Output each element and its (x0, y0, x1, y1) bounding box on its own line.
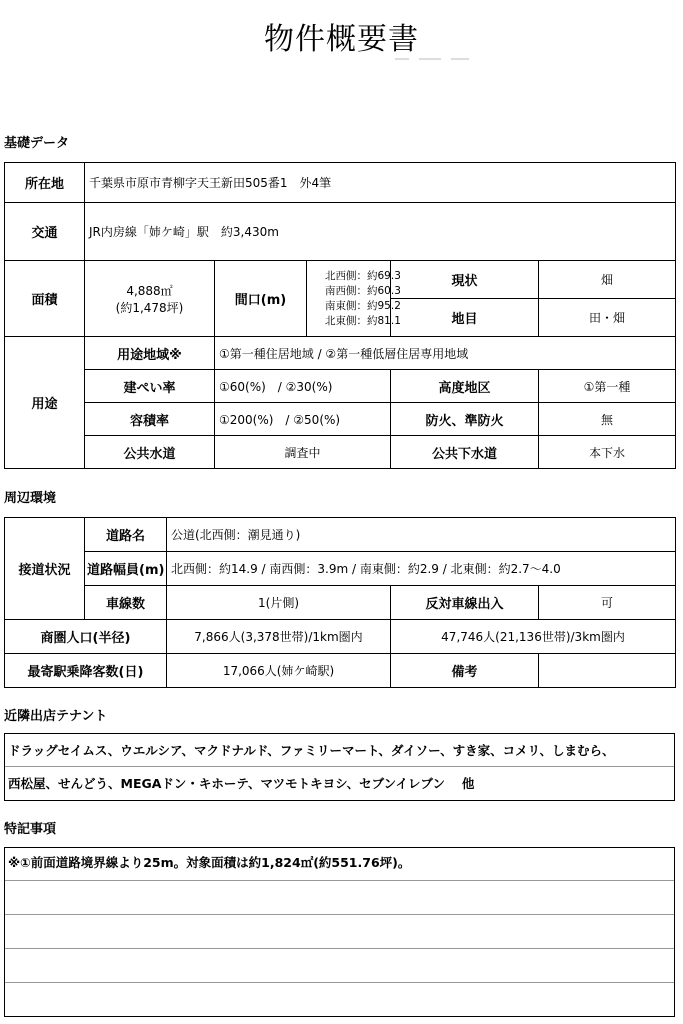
fire-value: 無 (539, 403, 676, 436)
landcat-value: 田・畑 (539, 299, 676, 337)
frontage-sw: 南西側：約60.3 (325, 284, 401, 297)
tenants-line-2: 西松屋、せんどう、MEGAドン・キホーテ、マツモトキヨシ、セブンイレブン 他 (8, 776, 475, 791)
area-m2: 4,888㎡ (126, 283, 173, 298)
faint-marks (395, 58, 515, 64)
road-label: 道路名 (85, 518, 167, 552)
basic-table (4, 162, 676, 469)
area-label: 面積 (5, 261, 85, 337)
zone-label: 用途地域※ (85, 337, 215, 370)
width-value: 北西側：約14.9 / 南西側：3.9m / 南東側：約2.9 / 北東側：約2.7～4.0 (167, 552, 676, 586)
trade-label: 商圏人口(半径) (5, 620, 167, 654)
sewer-value: 本下水 (539, 436, 676, 469)
tenants-line-1: ドラッグセイムス、ウエルシア、マクドナルド、ファミリーマート、ダイソー、すき家、コメリ、しまむら、 (5, 734, 674, 767)
remarks-label: 備考 (391, 654, 539, 688)
trade-3km: 47,746人(21,136世帯)/3km圏内 (391, 620, 676, 654)
frontage-nw: 北西側：約69.3 (325, 269, 401, 282)
width-label: 道路幅員(m) (85, 552, 167, 586)
transport-label: 交通 (5, 203, 85, 261)
frontage-ne: 北東側：約81.1 (325, 314, 401, 327)
frontage-se: 南東側：約95.2 (325, 299, 401, 312)
use-label: 用途 (5, 337, 85, 469)
height-label: 高度地区 (391, 370, 539, 403)
section-tenants: 近隣出店テナント (4, 709, 108, 724)
location-label: 所在地 (5, 163, 85, 203)
env-table (4, 517, 676, 688)
opposite-label: 反対車線出入 (391, 586, 539, 620)
section-basic: 基礎データ (4, 136, 70, 151)
bcr-value: ①60(%) / ②30(%) (215, 370, 391, 403)
section-env: 周辺環境 (4, 491, 57, 506)
height-value: ①第一種 (539, 370, 676, 403)
station-label: 最寄駅乗降客数(日) (5, 654, 167, 688)
page-title: 物件概要書 (264, 22, 419, 57)
status-label: 現状 (391, 261, 539, 299)
notes-line-3 (5, 915, 674, 949)
notes-line-5 (5, 983, 674, 1015)
road-value: 公道(北西側：潮見通り) (167, 518, 676, 552)
far-value: ①200(%) / ②50(%) (215, 403, 391, 436)
contact-label: 接道状況 (5, 518, 85, 620)
water-label: 公共水道 (85, 436, 215, 469)
landcat-label: 地目 (391, 299, 539, 337)
notes-box (4, 847, 675, 1017)
area-value (85, 261, 215, 337)
sewer-label: 公共下水道 (391, 436, 539, 469)
notes-line-2 (5, 881, 674, 915)
frontage-values (307, 261, 401, 337)
lanes-label: 車線数 (85, 586, 167, 620)
water-value: 調査中 (215, 436, 391, 469)
lanes-value: 1(片側) (167, 586, 391, 620)
location-value: 千葉県市原市青柳字天王新田505番1 外4筆 (85, 163, 676, 203)
bcr-label: 建ぺい率 (85, 370, 215, 403)
opposite-value: 可 (539, 586, 676, 620)
fire-label: 防火、準防火 (391, 403, 539, 436)
section-notes: 特記事項 (4, 822, 57, 837)
transport-value: JR内房線「姉ケ崎」駅 約3,430m (85, 203, 676, 261)
far-label: 容積率 (85, 403, 215, 436)
tenants-box (4, 733, 675, 801)
notes-line-1: ※①前面道路境界線より25m。対象面積は約1,824㎡(約551.76坪)。 (5, 848, 674, 881)
remarks-value (539, 654, 676, 688)
zone-value: ①第一種住居地域 / ②第一種低層住居専用地域 (215, 337, 676, 370)
notes-line-4 (5, 949, 674, 983)
area-tsubo: (約1,478坪) (115, 300, 184, 315)
status-value: 畑 (539, 261, 676, 299)
trade-1km: 7,866人(3,378世帯)/1km圏内 (167, 620, 391, 654)
frontage-label: 間口(m) (215, 261, 307, 337)
station-value: 17,066人(姉ケ崎駅) (167, 654, 391, 688)
